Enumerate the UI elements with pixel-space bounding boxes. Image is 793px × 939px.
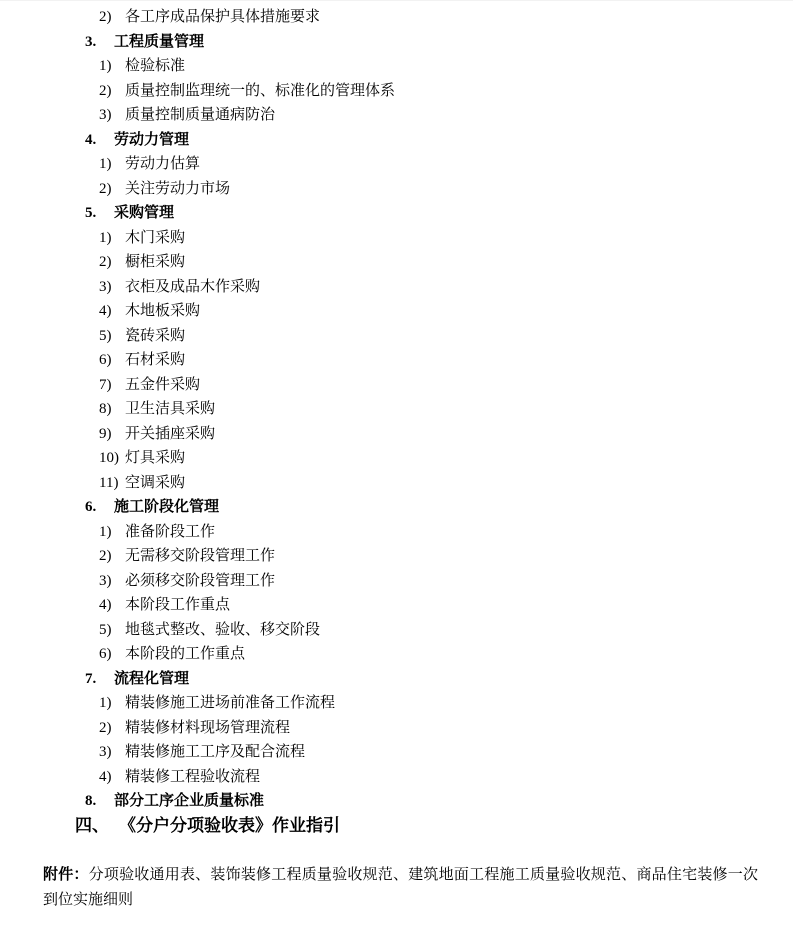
- outline-item: [0, 740, 793, 765]
- outline-item-text: 部分工序企业质量标准: [114, 793, 265, 809]
- outline-item-number: 6): [99, 646, 112, 662]
- outline-item-text: 质量控制质量通病防治: [125, 107, 276, 123]
- outline-item-text: 采购管理: [114, 205, 175, 221]
- outline-item-number: 2): [99, 254, 112, 270]
- attachment-text: 分项验收通用表、装饰装修工程质量验收规范、建筑地面工程施工质量验收规范、商品住宅装修一次到位实施细则: [43, 867, 758, 908]
- outline-item-number: 4.: [85, 131, 97, 148]
- outline-item-text: 必须移交阶段管理工作: [125, 572, 276, 589]
- outline-item-number: 1): [99, 229, 112, 246]
- outline-item-text: 木门采购: [125, 229, 186, 246]
- outline-item: [0, 103, 793, 128]
- outline-item-text: 精装修材料现场管理流程: [125, 719, 291, 736]
- outline-item: [0, 691, 793, 716]
- outline-item-text: 本阶段工作重点: [125, 597, 231, 613]
- outline-item-text: 劳动力管理: [114, 131, 190, 148]
- outline-item-text: 流程化管理: [114, 670, 190, 687]
- outline-item-text: 劳动力估算: [125, 156, 201, 172]
- outline-item-number: 四、: [75, 815, 109, 835]
- outline-item: [0, 667, 793, 692]
- outline-item-text: 卫生洁具采购: [125, 401, 216, 417]
- outline-item: [0, 79, 793, 104]
- outline-item-number: 6): [99, 352, 112, 368]
- outline-item: [0, 642, 793, 667]
- outline-item-number: 2): [99, 82, 112, 99]
- outline-item: [0, 446, 793, 471]
- outline-item-number: 8.: [85, 793, 97, 809]
- outline-item-text: 施工阶段化管理: [114, 499, 220, 515]
- outline-item-number: 2): [99, 9, 112, 25]
- outline-item-number: 1): [99, 58, 112, 74]
- outline-item-text: 精装修工程验收流程: [125, 768, 261, 785]
- outline-item-number: 1): [99, 695, 112, 711]
- outline-item: [0, 250, 793, 275]
- outline-item-text: 质量控制监理统一的、标准化的管理体系: [125, 82, 396, 99]
- outline-item-number: 6.: [85, 499, 97, 515]
- outline-item-number: 3): [99, 107, 112, 123]
- outline-item-number: 5): [99, 327, 112, 344]
- outline-item-number: 2): [99, 719, 112, 736]
- outline-item: [0, 471, 793, 496]
- outline-item: [0, 765, 793, 790]
- outline-item: [0, 397, 793, 422]
- outline-item: [0, 30, 793, 55]
- outline-item-text: 准备阶段工作: [125, 523, 216, 540]
- outline-item: [0, 422, 793, 447]
- outline-item-text: 橱柜采购: [125, 254, 186, 270]
- outline-item-text: 精装修施工工序及配合流程: [125, 744, 306, 760]
- outline-item: [0, 569, 793, 594]
- outline-item-number: 3): [99, 572, 112, 589]
- outline-item-number: 3): [99, 278, 112, 295]
- outline-item: [0, 275, 793, 300]
- outline-item-number: 11): [99, 474, 119, 491]
- outline-item-number: 5.: [85, 205, 97, 221]
- outline-item-text: 《分户分项验收表》作业指引: [119, 815, 340, 835]
- outline-item: [0, 201, 793, 226]
- outline-item: [0, 520, 793, 545]
- outline-item-number: 4): [99, 768, 112, 785]
- outline-item-number: 3.: [85, 33, 97, 50]
- outline-item: [0, 495, 793, 520]
- outline-item-text: 空调采购: [125, 474, 186, 491]
- outline-item-number: 7): [99, 376, 112, 393]
- outline-item-number: 9): [99, 425, 112, 442]
- outline-item: [0, 716, 793, 741]
- outline-item-text: 开关插座采购: [125, 425, 216, 442]
- outline-item-text: 本阶段的工作重点: [125, 646, 246, 662]
- outline-item-text: 五金件采购: [125, 376, 201, 393]
- outline-item-number: 4): [99, 303, 112, 319]
- outline-item: [0, 5, 793, 30]
- outline-item-number: 1): [99, 156, 112, 172]
- outline-item-text: 瓷砖采购: [125, 327, 186, 344]
- outline-item: [0, 226, 793, 251]
- outline-item: [0, 618, 793, 643]
- outline-item: [0, 299, 793, 324]
- outline-item-text: 灯具采购: [125, 450, 186, 466]
- outline-item-text: 精装修施工进场前准备工作流程: [125, 695, 336, 711]
- outline-item-text: 石材采购: [125, 352, 186, 368]
- outline-item-number: 5): [99, 621, 112, 638]
- outline-item-number: 2): [99, 548, 112, 564]
- outline-item: [0, 177, 793, 202]
- outline-item-text: 检验标准: [125, 58, 186, 74]
- outline-item-number: 3): [99, 744, 112, 760]
- outline-item: [0, 544, 793, 569]
- outline-item-number: 1): [99, 523, 112, 540]
- outline-item-text: 各工序成品保护具体措施要求: [125, 9, 321, 25]
- outline-item-number: 10): [99, 450, 119, 466]
- outline-item-number: 8): [99, 401, 112, 417]
- outline-item-text: 关注劳动力市场: [125, 180, 231, 197]
- attachment-label: 附件：: [43, 867, 89, 883]
- outline-item-text: 工程质量管理: [114, 33, 205, 50]
- outline-item: [0, 789, 793, 814]
- attachment-paragraph: [43, 863, 758, 912]
- outline-item-number: 4): [99, 597, 112, 613]
- outline-item: [0, 128, 793, 153]
- outline-item-text: 地毯式整改、验收、移交阶段: [125, 621, 321, 638]
- outline-item: [0, 324, 793, 349]
- outline-item: [0, 814, 793, 839]
- outline-item: [0, 54, 793, 79]
- outline-item: [0, 593, 793, 618]
- outline-item-text: 木地板采购: [125, 303, 201, 319]
- outline-item: [0, 373, 793, 398]
- outline-item-number: 7.: [85, 670, 97, 687]
- outline-item-text: 无需移交阶段管理工作: [125, 548, 276, 564]
- outline-item-text: 衣柜及成品木作采购: [125, 278, 261, 295]
- outline-list: [0, 5, 793, 838]
- outline-item-number: 2): [99, 180, 112, 197]
- outline-item: [0, 348, 793, 373]
- outline-item: [0, 152, 793, 177]
